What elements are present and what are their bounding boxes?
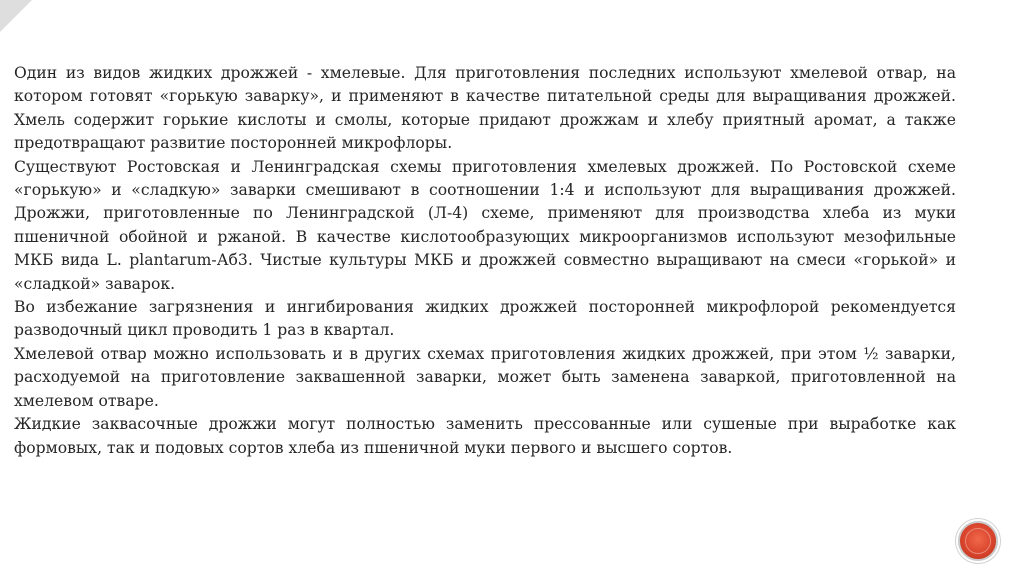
- paragraph-replacement: Жидкие заквасочные дрожжи могут полностью заменить прессованные или сушеные при выработке как формовых, так и подовых сортов хлеба из пшеничной муки первого и высшего сортов.: [14, 415, 956, 457]
- paragraph-schemes: Существуют Ростовская и Ленинградская схемы приготовления хмелевых дрожжей. По Ростовской схеме «горькую» и «сладкую» заварки смешивают в соотношении 1:4 и используют для выращивания дрожжей. Дрожжи, приготовленные по Ленинградской (Л-4) схеме, применяют для производства хлеба из муки пшеничной обойной и ржаной. В качестве кислотообразующих микроорганизмов используют мезофильные МКБ вида L. plantarum-Аб3. Чистые культуры МКБ и дрожжей совместно выращивают на смеси «горькой» и «сладкой» заварок.: [14, 157, 956, 293]
- body-text: [14, 62, 956, 460]
- paragraph-hops-yeast: Один из видов жидких дрожжей - хмелевые. Для приготовления последних используют хмелевой отвар, на котором готовят «горькую заварку», и применяют в качестве питательной среды для выращивания дрожжей. Хмель содержит горькие кислоты и смолы, которые придают дрожжам и хлебу приятный аромат, а также предотвращают развитие посторонней микрофлоры.: [14, 64, 956, 153]
- next-slide-circle-icon[interactable]: [958, 521, 998, 561]
- paragraph-contamination: Во избежание загрязнения и ингибирования жидких дрожжей посторонней микрофлорой рекомендуется разводочный цикл проводить 1 раз в квартал.: [14, 298, 956, 340]
- corner-decoration: [0, 0, 32, 32]
- paragraph-hop-decoction: Хмелевой отвар можно использовать и в других схемах приготовления жидких дрожжей, при этом ½ заварки, расходуемой на приготовление заквашенной заварки, может быть заменена заваркой, приготовленной на хмелевом отваре.: [14, 344, 956, 410]
